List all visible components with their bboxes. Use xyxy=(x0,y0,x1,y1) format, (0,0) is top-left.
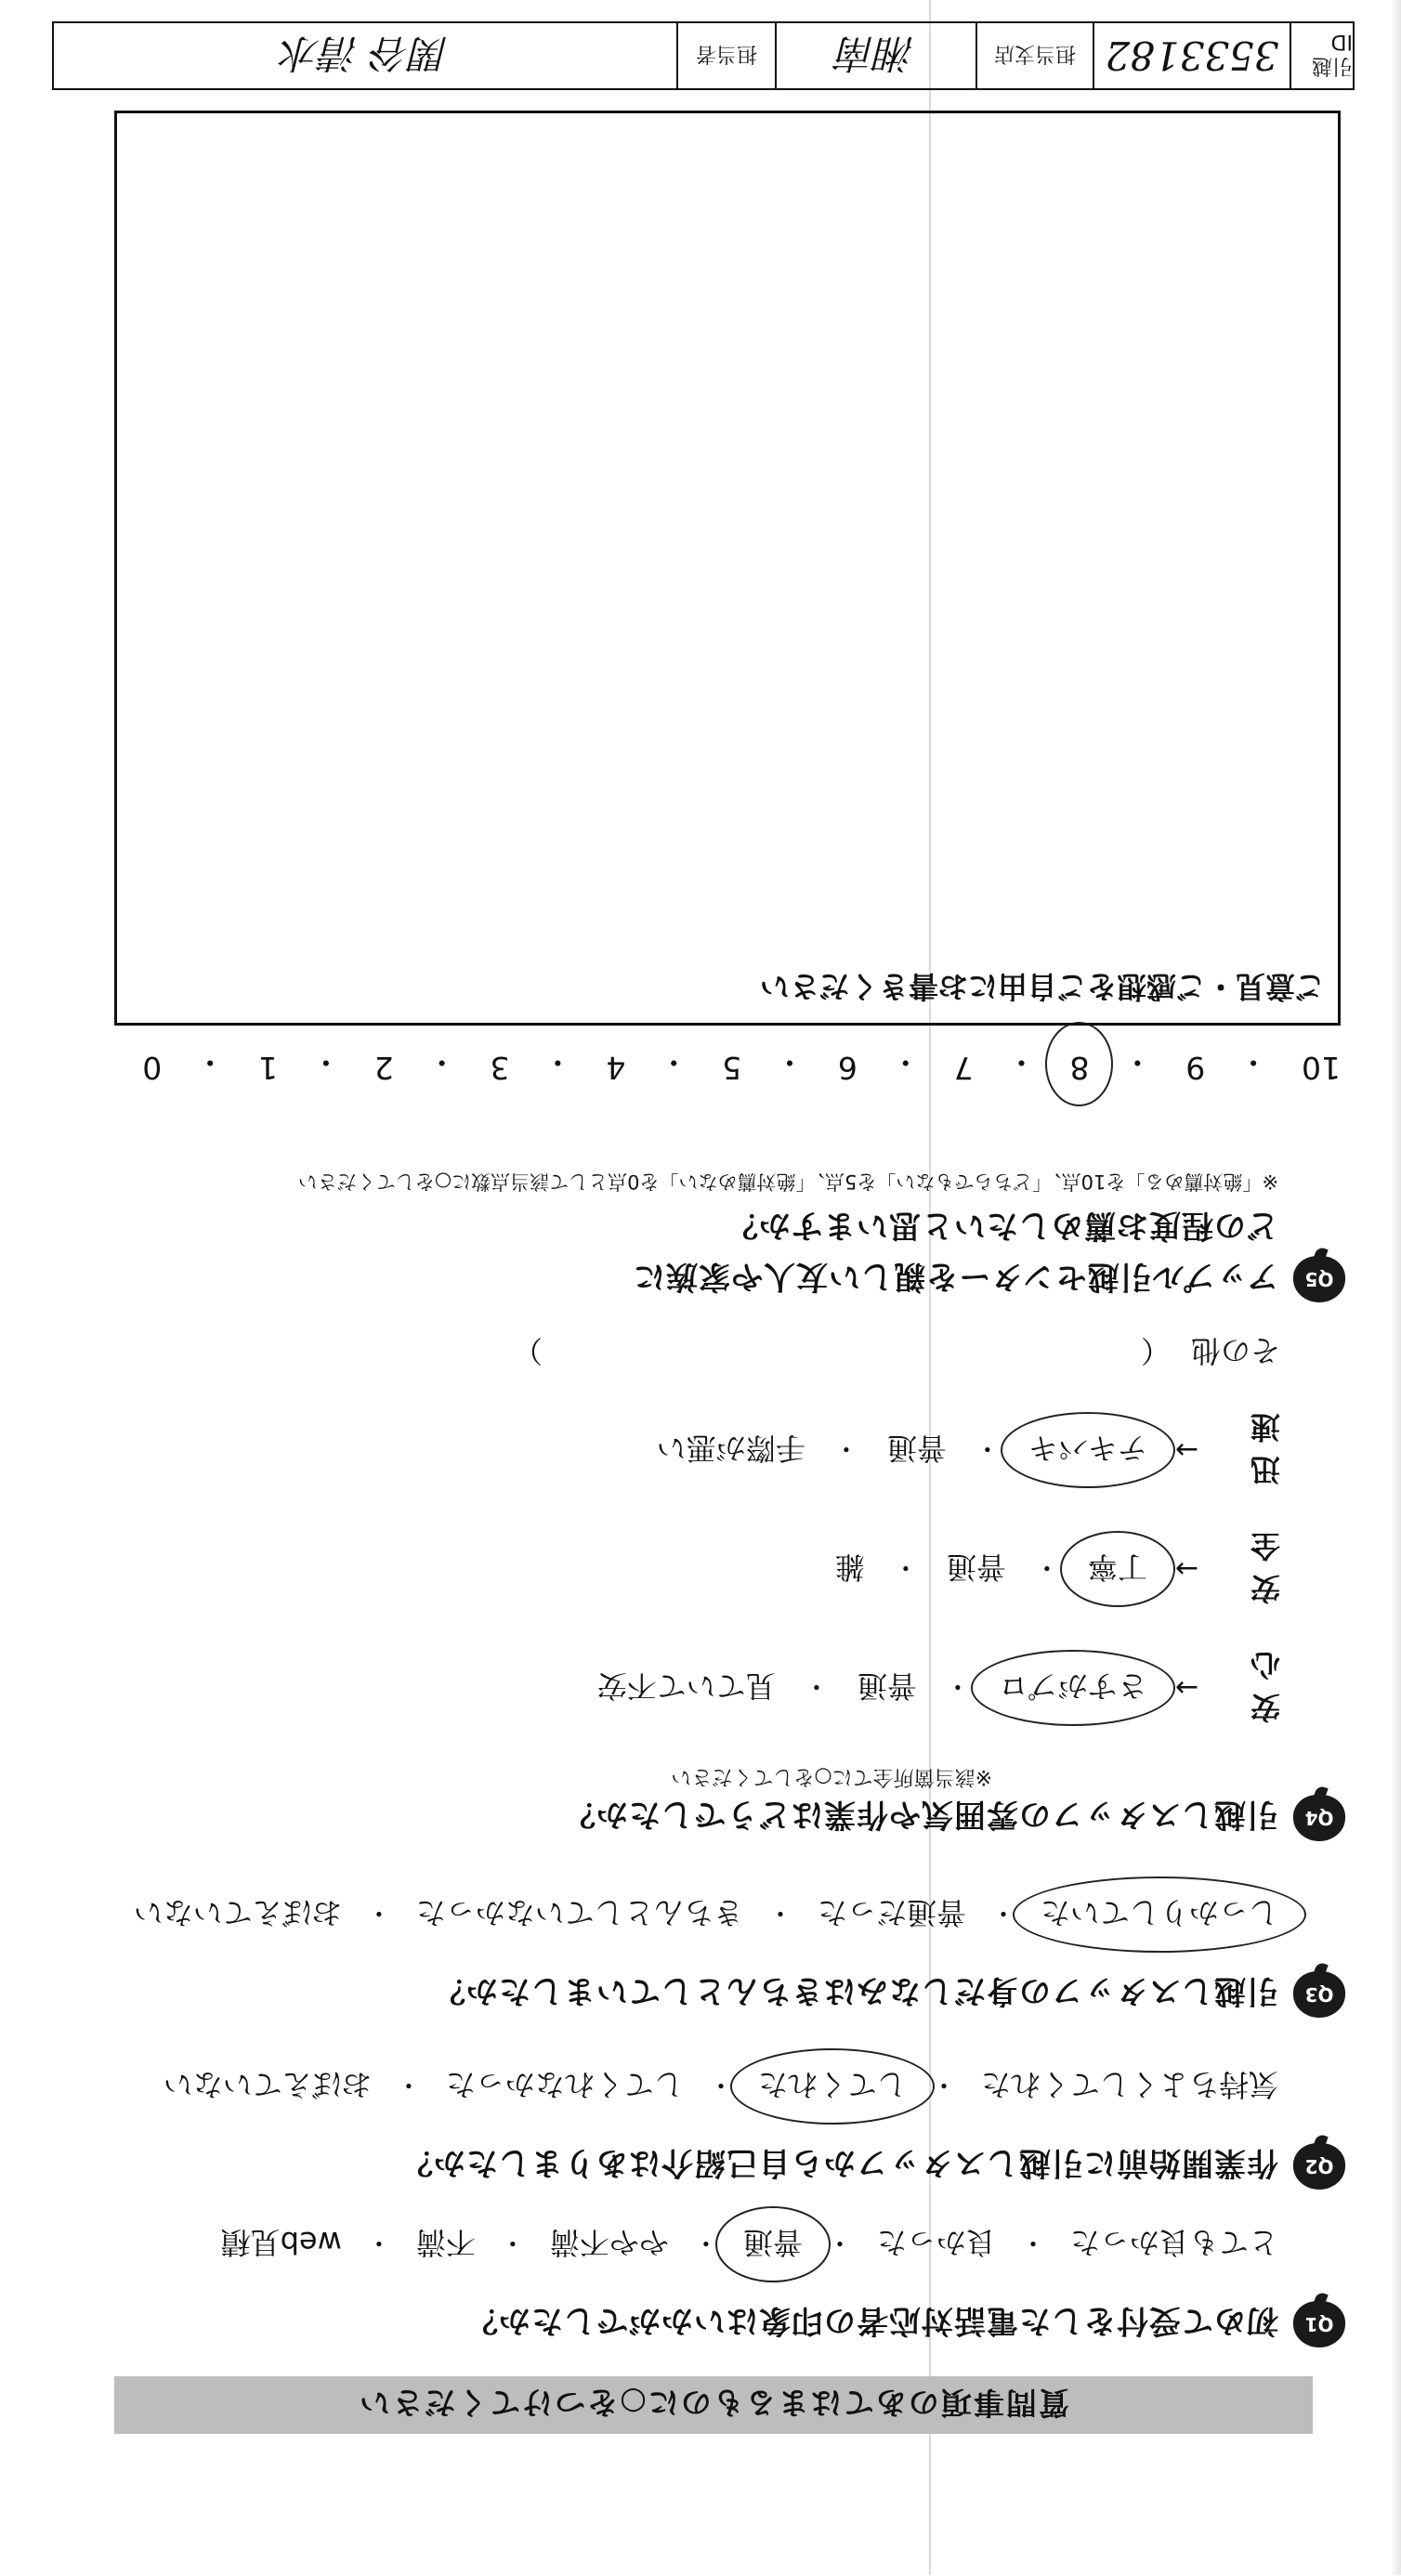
question-3 xyxy=(63,1891,1345,2018)
q5-badge-icon: Q5 xyxy=(1293,1256,1345,1302)
q4-other-close-paren: ） xyxy=(512,1333,543,1368)
q1-options: とても良かった ・ 良かった ・ 普通 ・ やや不満 ・ 不満 ・ web見積 xyxy=(63,2221,1286,2268)
q4-text: 引越しスタッフの雰囲気や作業はどうでしたか？ xyxy=(563,1796,1278,1834)
q3-text: 引越しスタッフの身だしなみはきちんとしていましたか？ xyxy=(433,1972,1278,2010)
score-3[interactable]: 3 xyxy=(490,1050,510,1086)
q4-row-jinsoku: 迅速 → テキパキ ・ 普通 ・ 手際が悪い xyxy=(63,1407,1280,1493)
q3-option-2[interactable]: 普通だった xyxy=(817,1895,966,1930)
question-1 xyxy=(63,2221,1345,2347)
q3-options: しっかりしていた ・ 普通だった ・ きちんとしていなかった ・ おぼえていない xyxy=(63,1891,1286,1938)
score-10[interactable]: 10 xyxy=(1302,1050,1341,1086)
q3-option-1-selected[interactable]: しっかりしていた xyxy=(1033,1891,1286,1938)
score-7[interactable]: 7 xyxy=(953,1050,974,1086)
q4-other-label: その他 xyxy=(1190,1333,1280,1368)
q1-option-4[interactable]: やや不満 xyxy=(549,2225,669,2260)
q2-text: 作業開始前に引越しスタッフから自己紹介はありましたか？ xyxy=(400,2144,1278,2182)
q2-options: 気持ちよくしてくれた ・ してくれた ・ してくれなかった ・ おぼえていない xyxy=(63,2063,1286,2110)
q2-badge-icon: Q2 xyxy=(1293,2143,1345,2190)
q4-badge-icon: Q4 xyxy=(1293,1795,1345,1841)
score-5[interactable]: 5 xyxy=(722,1050,742,1086)
q1-text: 初めて受付をした電話対応者の印象はいかがでしたか？ xyxy=(465,2302,1278,2340)
question-2 xyxy=(63,2063,1345,2190)
q4-row-label-jinsoku: 迅速 xyxy=(1246,1409,1280,1487)
q3-option-4[interactable]: おぼえていない xyxy=(133,1895,342,1930)
assignee-value: 関谷 清水 xyxy=(281,31,450,76)
q1-option-3-selected[interactable]: 普通 xyxy=(736,2221,810,2268)
question-4 xyxy=(63,1331,1345,1841)
arrow-icon: → xyxy=(1174,1552,1198,1586)
q4-note: ※該当箇所全てに○をしてください xyxy=(671,1765,992,1788)
q5-text-line-2: どの程度お薦めしたいと思いますか？ xyxy=(726,1207,1278,1244)
q4-anzen-option-3[interactable]: 雑 xyxy=(834,1550,865,1585)
q4-row-anshin: 安心 → さすがプロ ・ 普通 ・ 見ていて不安 xyxy=(63,1645,1280,1731)
q4-row-label-anzen: 安全 xyxy=(1246,1528,1280,1606)
q1-option-1[interactable]: とても良かった xyxy=(1069,2225,1278,2260)
move-id-label: 引越ID xyxy=(1290,23,1353,88)
instruction-banner xyxy=(114,2376,1313,2434)
paper-edge xyxy=(1392,0,1401,2575)
assignee-label: 担当者 xyxy=(676,23,775,88)
q2-option-4[interactable]: おぼえていない xyxy=(163,2067,372,2102)
comment-box[interactable] xyxy=(114,111,1341,1026)
q2-option-3[interactable]: してくれなかった xyxy=(445,2067,684,2102)
score-8-selected[interactable]: 8 xyxy=(1069,1042,1089,1086)
q4-row-label-anshin: 安心 xyxy=(1246,1647,1280,1725)
q4-jinsoku-option-2[interactable]: 普通 xyxy=(886,1431,947,1466)
comment-title: ご意見・ご感想をご自由にお書きください xyxy=(759,969,1325,1004)
score-6[interactable]: 6 xyxy=(837,1050,858,1086)
move-id-value: 3533182 xyxy=(1093,23,1290,88)
branch-value: 湘南 xyxy=(775,23,975,88)
q4-anshin-option-2[interactable]: 普通 xyxy=(857,1668,917,1704)
q4-other-open-paren: （ xyxy=(1140,1333,1171,1368)
instruction-text: 質問事項のあてはまるものに○をつけてください xyxy=(358,2385,1069,2422)
q4-jinsoku-option-1-selected[interactable]: テキパキ xyxy=(1021,1427,1155,1473)
score-0[interactable]: 0 xyxy=(142,1050,163,1086)
score-1[interactable]: 1 xyxy=(257,1050,278,1086)
question-5 xyxy=(63,1169,1345,1302)
q2-option-2-selected[interactable]: してくれた xyxy=(751,2063,914,2110)
q3-option-3[interactable]: きちんとしていなかった xyxy=(415,1895,743,1930)
score-2[interactable]: 2 xyxy=(373,1050,394,1086)
q1-badge-icon: Q1 xyxy=(1293,2301,1345,2347)
q4-row-anzen: 安全 → 丁寧 ・ 普通 ・ 雑 xyxy=(63,1526,1280,1612)
q2-option-1[interactable]: 気持ちよくしてくれた xyxy=(980,2067,1278,2102)
q4-anzen-option-1-selected[interactable]: 丁寧 xyxy=(1080,1546,1155,1592)
score-9[interactable]: 9 xyxy=(1185,1050,1206,1086)
q5-note: ※「絶対薦める」を10点、「どちらでもない」を5点、「絶対薦めない」を0点として該当点数に○をしてください xyxy=(297,1170,1278,1193)
arrow-icon: → xyxy=(1174,1671,1198,1705)
q4-anshin-option-1-selected[interactable]: さすがプロ xyxy=(991,1665,1155,1711)
q4-anzen-option-2[interactable]: 普通 xyxy=(946,1550,1006,1585)
q4-row-other xyxy=(63,1331,1280,1374)
score-4[interactable]: 4 xyxy=(606,1050,626,1086)
q3-badge-icon: Q3 xyxy=(1293,1971,1345,2018)
branch-label: 担当支店 xyxy=(975,23,1093,88)
arrow-icon: → xyxy=(1174,1433,1198,1467)
q5-score-scale: 10 ・ 9 ・ 8 ・ 7 ・ 6 ・ 5 ・ 4 ・ 3 ・ 2 ・ 1 ・ 0 xyxy=(142,1044,1341,1086)
q5-text-line-1: アップル引越センターを親しい友人や家族に xyxy=(633,1258,1278,1295)
q1-option-5[interactable]: 不満 xyxy=(415,2225,476,2260)
q1-option-6[interactable]: web見積 xyxy=(220,2225,342,2260)
q4-jinsoku-option-3[interactable]: 手際が悪い xyxy=(656,1431,805,1466)
q4-anshin-option-3[interactable]: 見ていて不安 xyxy=(596,1668,776,1704)
q1-option-2[interactable]: 良かった xyxy=(876,2225,996,2260)
info-table xyxy=(52,21,1355,90)
